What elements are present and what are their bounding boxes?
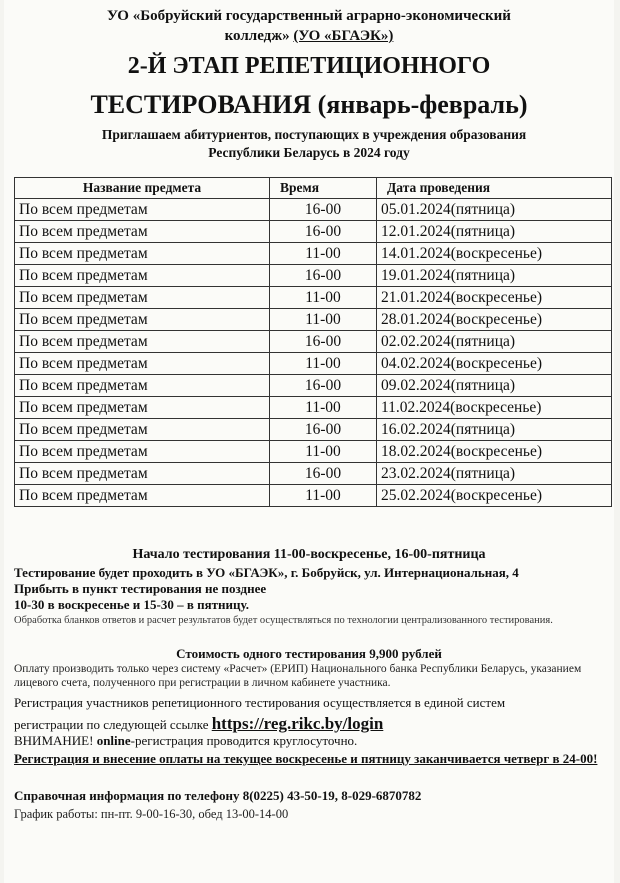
cell-date: 28.01.2024(воскресенье) xyxy=(377,309,612,331)
start-times: Начало тестирования 11-00-воскресенье, 16-00-пятница xyxy=(132,547,486,562)
attention-line xyxy=(14,733,614,749)
cell-date: 04.02.2024(воскресенье) xyxy=(377,353,612,375)
payment-note: Оплату производить только через систему «Расчет» (ЕРИП) Национального банка Республики Беларусь, указанием лицевого счета, полученного при регистрации в личном кабинете участника. xyxy=(14,663,582,689)
org-name-college: колледж» xyxy=(224,28,294,44)
table-row xyxy=(15,419,612,441)
page-title-line2: ТЕСТИРОВАНИЯ (январь-февраль) xyxy=(90,90,528,119)
cell-subject: По всем предметам xyxy=(15,441,270,463)
cell-subject: По всем предметам xyxy=(15,199,270,221)
header-date: Дата проведения xyxy=(377,178,612,199)
cell-time: 11-00 xyxy=(270,287,377,309)
cell-time: 11-00 xyxy=(270,397,377,419)
cell-subject: По всем предметам xyxy=(15,265,270,287)
cell-subject: По всем предметам xyxy=(15,485,270,507)
attention-label: ВНИМАНИЕ! xyxy=(14,733,97,748)
table-row xyxy=(15,243,612,265)
cell-subject: По всем предметам xyxy=(15,397,270,419)
registration-link-prefix: регистрации по следующей ссылке xyxy=(14,717,212,732)
cell-time: 16-00 xyxy=(270,331,377,353)
registration-link[interactable]: https://reg.rikc.by/login xyxy=(211,714,384,733)
cell-date: 12.01.2024(пятница) xyxy=(377,221,612,243)
cell-time: 16-00 xyxy=(270,419,377,441)
cell-subject: По всем предметам xyxy=(15,353,270,375)
cell-time: 16-00 xyxy=(270,199,377,221)
cell-time: 11-00 xyxy=(270,485,377,507)
cell-date: 19.01.2024(пятница) xyxy=(377,265,612,287)
cell-date: 25.02.2024(воскресенье) xyxy=(377,485,612,507)
subtitle-line1: Приглашаем абитуриентов, поступающих в учреждения образования xyxy=(101,127,527,142)
arrival-text: Прибыть в пункт тестирования не позднее xyxy=(14,581,267,596)
table-row xyxy=(15,441,612,463)
cell-date: 16.02.2024(пятница) xyxy=(377,419,612,441)
cell-time: 11-00 xyxy=(270,243,377,265)
cell-date: 18.02.2024(воскресенье) xyxy=(377,441,612,463)
cell-time: 16-00 xyxy=(270,463,377,485)
registration-text: Регистрация участников репетиционного тестирования осуществляется в единой систем xyxy=(14,695,506,710)
cell-time: 11-00 xyxy=(270,441,377,463)
cost-text: Стоимость одного тестирования 9,900 рублей xyxy=(176,646,442,661)
subtitle-line2: Республики Беларусь в 2024 году xyxy=(208,145,410,160)
org-name-line2 xyxy=(4,26,614,46)
work-hours-text: График работы: пн-пт. 9-00-16-30, обед 13-00-14-00 xyxy=(14,807,289,821)
header-subject: Название предмета xyxy=(15,178,270,199)
cell-time: 11-00 xyxy=(270,309,377,331)
table-row xyxy=(15,221,612,243)
table-row xyxy=(15,309,612,331)
table-row xyxy=(15,265,612,287)
table-row xyxy=(15,375,612,397)
cell-date: 14.01.2024(воскресенье) xyxy=(377,243,612,265)
org-abbreviation: (УО «БГАЭК») xyxy=(293,28,394,44)
cell-date: 02.02.2024(пятница) xyxy=(377,331,612,353)
arrival-times: 10-30 в воскресенье и 15-30 – в пятницу. xyxy=(14,597,249,612)
processing-note: Обработка бланков ответов и расчет результатов будет осуществляться по технологии централизованного тестирования. xyxy=(14,615,553,626)
cell-time: 16-00 xyxy=(270,375,377,397)
table-row xyxy=(15,331,612,353)
cell-subject: По всем предметам xyxy=(15,331,270,353)
org-name-line1: УО «Бобруйский государственный аграрно-экономический xyxy=(107,8,511,24)
registration-link-line xyxy=(14,714,614,735)
page-title-line1: 2-Й ЭТАП РЕПЕТИЦИОННОГО xyxy=(127,53,491,79)
cell-date: 11.02.2024(воскресенье) xyxy=(377,397,612,419)
cell-subject: По всем предметам xyxy=(15,243,270,265)
cell-subject: По всем предметам xyxy=(15,375,270,397)
cell-date: 05.01.2024(пятница) xyxy=(377,199,612,221)
table-row xyxy=(15,485,612,507)
table-row xyxy=(15,199,612,221)
cell-subject: По всем предметам xyxy=(15,419,270,441)
cell-subject: По всем предметам xyxy=(15,309,270,331)
cell-time: 16-00 xyxy=(270,221,377,243)
cell-date: 23.02.2024(пятница) xyxy=(377,463,612,485)
attention-online: online xyxy=(96,733,131,748)
table-row xyxy=(15,463,612,485)
table-row xyxy=(15,353,612,375)
table-row xyxy=(15,397,612,419)
table-row xyxy=(15,287,612,309)
cell-date: 09.02.2024(пятница) xyxy=(377,375,612,397)
phone-text: Справочная информация по телефону 8(0225) 43-50-19, 8-029-6870782 xyxy=(14,788,422,803)
cell-subject: По всем предметам xyxy=(15,221,270,243)
location-text: Тестирование будет проходить в УО «БГАЭК», г. Бобруйск, ул. Интернациональная, 4 xyxy=(14,565,519,580)
cell-subject: По всем предметам xyxy=(15,287,270,309)
header-time: Время xyxy=(270,178,377,199)
cell-time: 11-00 xyxy=(270,353,377,375)
cell-date: 21.01.2024(воскресенье) xyxy=(377,287,612,309)
schedule-table xyxy=(14,177,612,507)
cell-subject: По всем предметам xyxy=(15,463,270,485)
table-header-row xyxy=(15,178,612,199)
notice-sheet xyxy=(4,0,614,883)
attention-text: -регистрация проводится круглосуточно. xyxy=(130,733,358,748)
deadline-text: Регистрация и внесение оплаты на текущее воскресенье и пятницу заканчивается четверг в 24-00! xyxy=(14,751,598,766)
cell-time: 16-00 xyxy=(270,265,377,287)
